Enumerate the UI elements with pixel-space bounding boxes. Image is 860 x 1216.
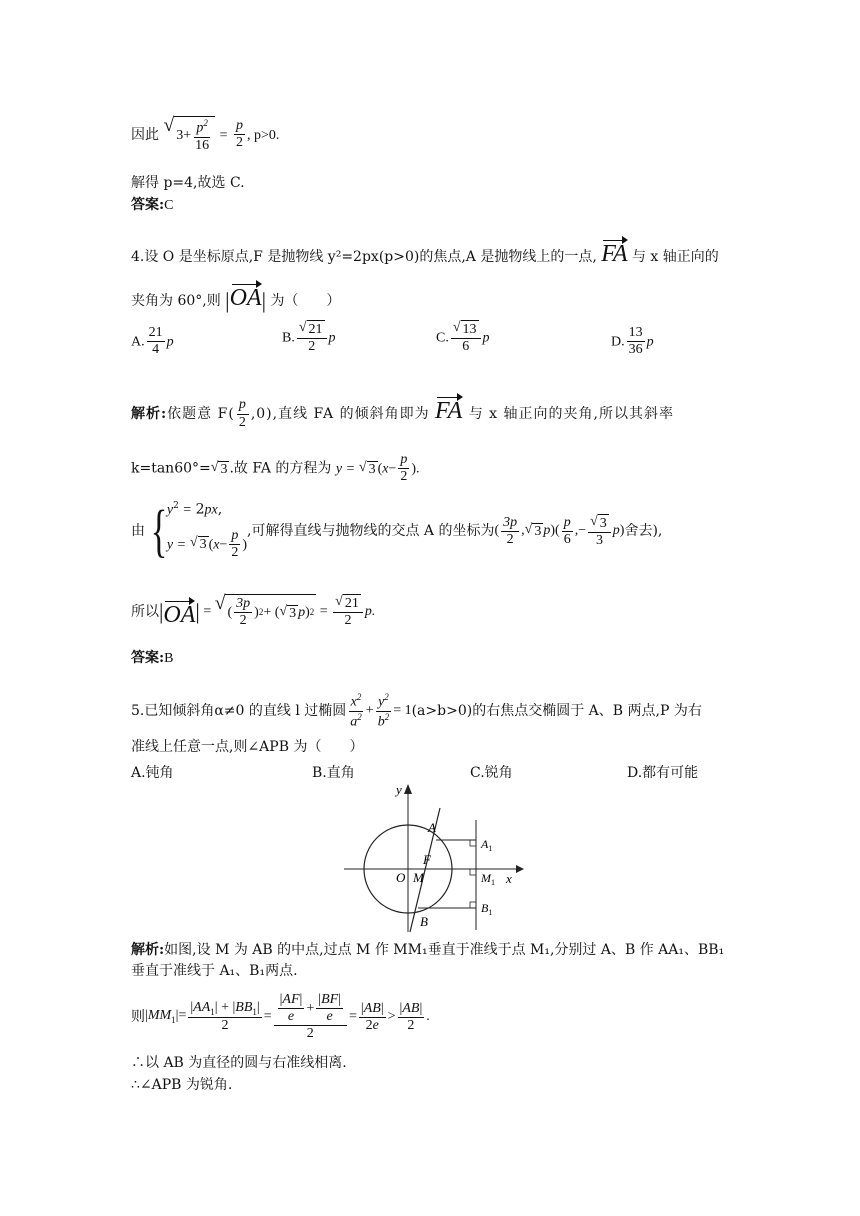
q5-option-c: C.锐角: [470, 765, 513, 781]
sqrt-expression: √ 3+ $\frac{p^2}{16}$: [163, 116, 215, 154]
q4-text: 4.设 O 是坐标原点,F 是抛物线 y²=2px(p>0)的焦点,A 是抛物线上的一点,: [131, 249, 597, 265]
option-a-label: A.: [131, 334, 145, 350]
vector-oa-2: OA: [163, 597, 195, 627]
y-axis-arrow: [404, 784, 412, 794]
option-b-label: B.: [282, 330, 295, 346]
answer-2-value: B: [164, 651, 174, 666]
x-axis-arrow: [516, 865, 524, 873]
system-end-text: 舍去),: [624, 523, 663, 540]
system-line: 由 { $y^2 = 2px$, y = √ 3 (x− $\frac{p}{2}$ ) ,可解得直线与抛物线的交点 A 的坐标为 ( $\frac{3p}{2}$ , √ 3 p )( $\frac{p}{6}$ ,− √ 3 3 p ) 舍去),: [131, 498, 663, 564]
vector-oa: OA: [230, 280, 262, 310]
s5-line3: 则 $|MM_1|=$ $\frac{|AA_1| + |BB_1|}{2}$ = $\frac{|AF|}{e}$ + $\frac{|BF|}{e}$ 2 = $\frac{|AB|}{2e}$ > $\frac{|AB|}{2}$ .: [131, 992, 430, 1042]
s5-line2: 垂直于准线于 A₁、B₁两点.: [131, 963, 298, 979]
label-y: y: [396, 782, 402, 797]
analysis-text-a: 依题意 F(: [167, 406, 235, 422]
label-a: A: [428, 820, 436, 835]
label-m1: $M_1$: [481, 871, 495, 887]
answer-label: 答案:: [131, 197, 165, 213]
label-b: B: [420, 914, 428, 929]
s5-line5: ∴∠APB 为锐角.: [131, 1077, 233, 1093]
q4-question-text: 为（ ）: [270, 293, 341, 309]
q4-line2: 夹角为 60°,则 |OA| 为（ ）: [131, 280, 340, 312]
answer-value: C: [164, 198, 174, 213]
answer-2: [131, 651, 174, 666]
q4-text-end: 与 x 轴正向的: [631, 249, 719, 265]
label-m: M: [413, 870, 424, 885]
analysis-text-c: 与 x 轴正向的夹角,所以其斜率: [468, 406, 674, 422]
analysis-text-b: ,0),直线 FA 的倾斜角即为: [250, 406, 430, 422]
equation-system: $y^2 = 2px$, y = √ 3 (x− $\frac{p}{2}$ ): [166, 501, 248, 560]
text-therefore: 因此: [131, 126, 159, 143]
q5-option-d: D.都有可能: [627, 765, 699, 781]
system-mid-text: ,可解得直线与抛物线的交点 A 的坐标为: [247, 523, 495, 540]
vector-fa: FA: [601, 236, 627, 266]
s5-line1: [131, 943, 724, 957]
s5-line4: ∴以 AB 为直径的圆与右准线相离.: [131, 1055, 347, 1071]
q5-option-b: B.直角: [312, 765, 355, 781]
line-therefore: 因此 √ 3+ $\frac{p^2}{16}$ = $\frac{p}{2}$ , p>0.: [131, 115, 280, 153]
text-solve-p: 解得 p=4,故选 C.: [131, 175, 245, 191]
q5-text-b: (a>b>0)的右焦点交椭圆于 A、B 两点,P 为右: [411, 703, 702, 720]
option-a: A. $\frac{21}{4}$ p: [131, 325, 174, 358]
vector-fa-2: FA: [435, 393, 463, 423]
label-o: O: [396, 870, 406, 885]
label-f: F: [423, 852, 431, 867]
so-prefix: 所以: [131, 603, 159, 620]
s5-prefix: 则: [131, 1009, 145, 1026]
option-b: B. √ 21 2 p: [282, 320, 336, 355]
label-x: x: [506, 871, 512, 886]
label-a1: $A_1$: [481, 837, 493, 853]
label-b1: $B_1$: [481, 901, 493, 917]
analysis-label: 解析:: [131, 406, 168, 422]
answer-1: [131, 198, 174, 213]
text-p-positive: , p>0.: [246, 127, 280, 143]
q4-angle-text: 夹角为 60°,则: [131, 293, 221, 309]
analysis-equation-text: .故 FA 的方程为: [229, 460, 332, 477]
option-c-label: C.: [436, 330, 449, 346]
q5-text-a: 5.已知倾斜角α≠0 的直线 l 过椭圆: [131, 703, 347, 720]
option-d-label: D.: [611, 334, 625, 350]
answer-2-label: 答案:: [131, 650, 165, 666]
q5-line1: 5.已知倾斜角α≠0 的直线 l 过椭圆 $\frac{x^2}{a^2}$ + $\frac{y^2}{b^2}$ = 1 (a>b>0)的右焦点交椭圆于 A、B 两点,P 为右: [131, 692, 702, 730]
option-c: C. √ 13 6 p: [436, 320, 490, 355]
option-d: D. $\frac{13}{36}$ p: [611, 325, 654, 358]
analysis-line2: k=tan60°= √ 3 .故 FA 的方程为 y = √ 3 (x− $\frac{p}{2}$ ).: [131, 452, 420, 485]
analysis-line1: 解析:依题意 F( $\frac{p}{2}$ ,0),直线 FA 的倾斜角即为 FA 与 x 轴正向的夹角,所以其斜率: [131, 393, 674, 431]
so-line: 所以 | OA | = √ ( $\frac{3p}{2}$ ) 2 + ( √ 3 p ) 2 = √ 21 2 p.: [131, 593, 376, 629]
s5-text-1: 如图,设 M 为 AB 的中点,过点 M 作 MM₁垂直于准线于点 M₁,分别过 A、B 作 AA₁、BB₁: [164, 942, 725, 958]
q5-line2: 准线上任意一点,则∠APB 为（ ）: [131, 739, 364, 755]
s5-label: 解析:: [131, 942, 165, 958]
analysis-slope-text: k=tan60°=: [131, 460, 211, 477]
fraction-p-over-2: $\frac{p}{2}$: [235, 118, 243, 151]
q5-option-a: A.钝角: [131, 765, 174, 781]
q4-line1: [131, 236, 719, 266]
system-prefix: 由: [131, 523, 145, 540]
ellipse-figure: [340, 780, 540, 938]
